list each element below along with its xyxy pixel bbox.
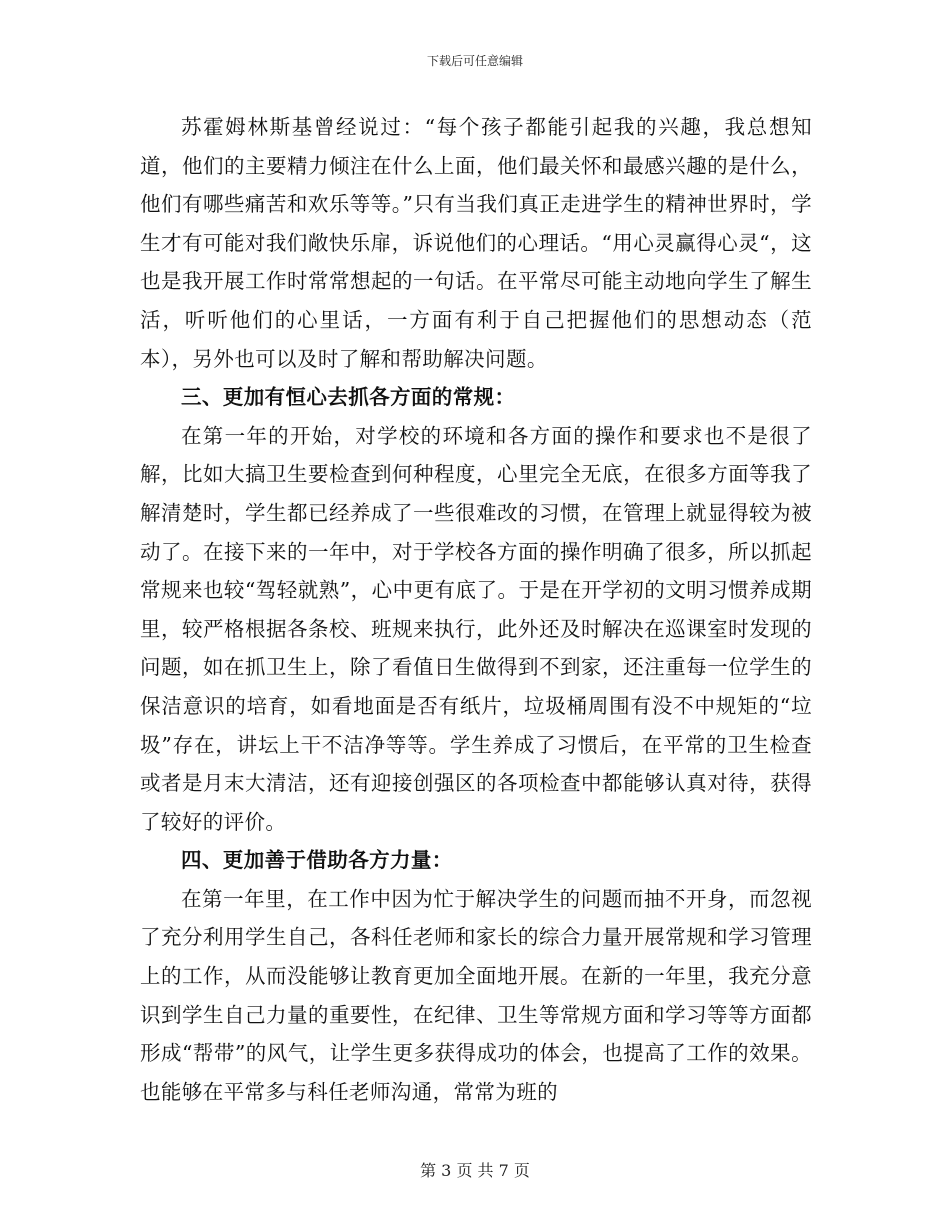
paragraph-1: 苏霍姆林斯基曾经说过：“每个孩子都能引起我的兴趣，我总想知道，他们的主要精力倾注在什么上面，他们最关怀和最感兴趣的是什么，他们有哪些痛苦和欢乐等等。”只有当我们真正走进学生的精神世界时，学生才有可能对我们敞快乐扉，诉说他们的心理话。“用心灵赢得心灵“，这也是我开展工作时常常想起的一句话。在平常尽可能主动地向学生了解生活，听听他们的心里话，一方面有利于自己把握他们的思想动态（范本），另外也可以及时了解和帮助解决问题。 (140, 115, 812, 371)
paragraph-3: 在第一年里，在工作中因为忙于解决学生的问题而抽不开身，而忽视了充分利用学生自己，各科任老师和家长的综合力量开展常规和学习管理上的工作，从而没能够让教育更加全面地开展。在新的一年里，我充分意识到学生自己力量的重要性，在纪律、卫生等常规方面和学习等等方面都形成“帮带”的风气，让学生更多获得成功的体会，也提高了工作的效果。也能够在平常多与科任老师沟通，常常为班的 (140, 886, 812, 1104)
document-body (140, 108, 812, 1111)
section-heading-4: 四、更加善于借助各方力量： (181, 848, 453, 873)
paragraph-2: 在第一年的开始，对学校的环境和各方面的操作和要求也不是很了解，比如大搞卫生要检查到何种程度，心里完全无底，在很多方面等我了解清楚时，学生都已经养成了一些很难改的习惯，在管理上就显得较为被动了。在接下来的一年中，对于学校各方面的操作明确了很多，所以抓起常规来也较“驾轻就熟”，心中更有底了。于是在开学初的文明习惯养成期里，较严格根据各条校、班规来执行，此外还及时解决在巡课室时发现的问题，如在抓卫生上，除了看值日生做得到不到家，还注重每一位学生的保洁意识的培育，如看地面是否有纸片，垃圾桶周围有没不中规矩的“垃圾”存在，讲坛上干不洁净等等。学生养成了习惯后，在平常的卫生检查或者是月末大清洁，还有迎接创强区的各项检查中都能够认真对待，获得了较好的评价。 (140, 423, 812, 834)
section-heading-3: 三、更加有恒心去抓各方面的常规： (181, 385, 516, 410)
page-number-footer: 第 3 页 共 7 页 (420, 1161, 530, 1180)
page-header: 下载后可任意编辑 (426, 54, 523, 68)
